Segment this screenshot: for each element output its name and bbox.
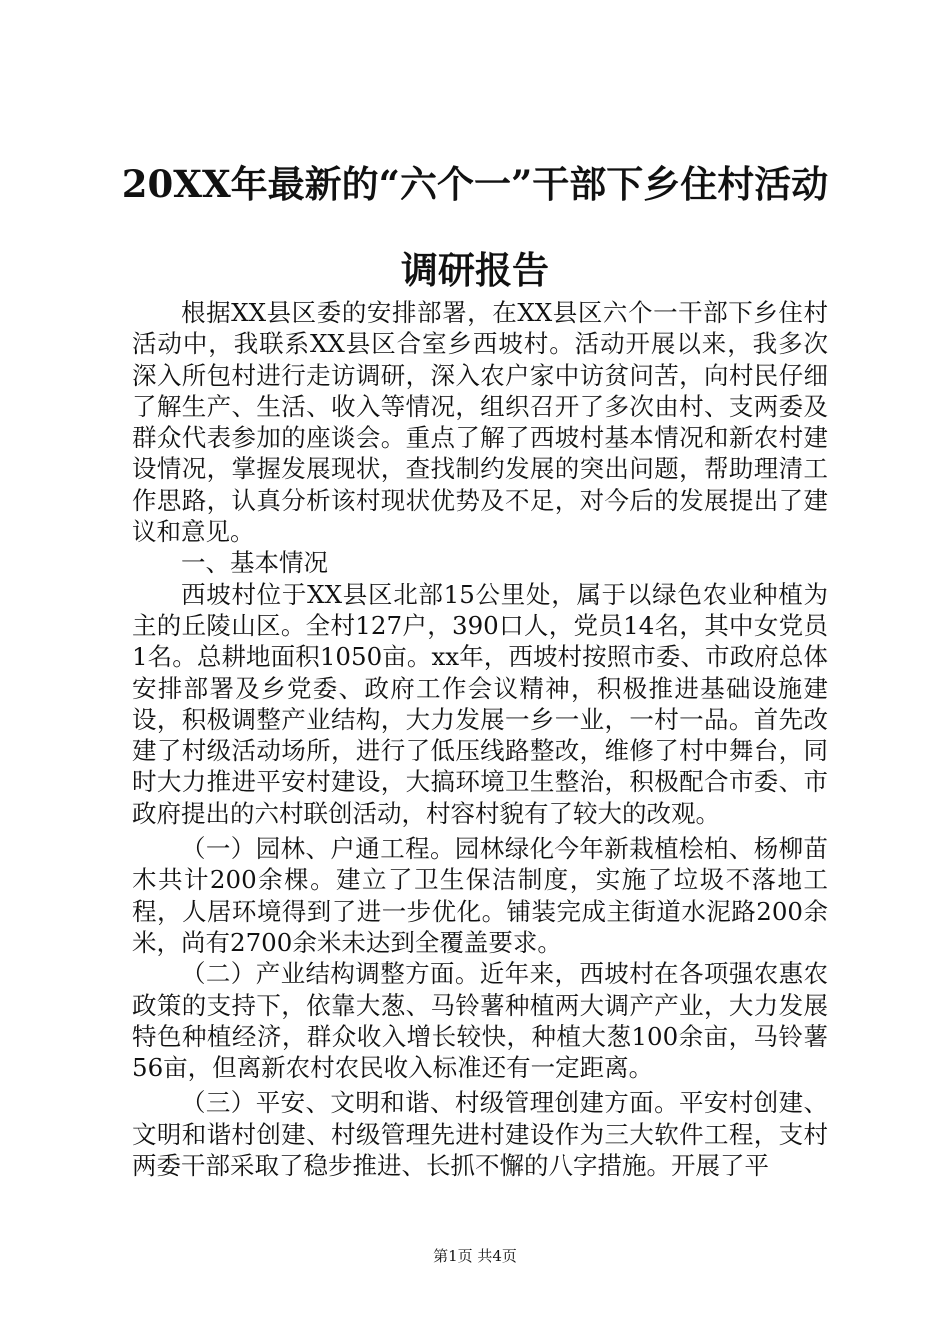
document-title-line-2: 调研报告	[401, 248, 549, 292]
paragraph-item-3: （三）平安、文明和谐、村级管理创建方面。平安村创建、文明和谐村创建、村级管理先进村建设作为三大软件工程，支村两委干部采取了稳步推进、长抓不懈的八字措施。开展了平	[132, 1088, 828, 1181]
document-body	[132, 297, 828, 1181]
paragraph-item-2: （二）产业结构调整方面。近年来，西坡村在各项强农惠农政策的支持下，依靠大葱、马铃薯种植两大调产产业，大力发展特色种植经济，群众收入增长较快，种植大葱100余亩，马铃薯56亩，但离新农村农民收入标准还有一定距离。	[132, 959, 828, 1083]
paragraph-intro: 根据XX县区委的安排部署，在XX县区六个一干部下乡住村活动中，我联系XX县区合室乡西坡村。活动开展以来，我多次深入所包村进行走访调研，深入农户家中访贫问苦，向村民仔细了解生产、生活、收入等情况，组织召开了多次由村、支两委及群众代表参加的座谈会。重点了解了西坡村基本情况和新农村建设情况，掌握发展现状，查找制约发展的突出问题，帮助理清工作思路，认真分析该村现状优势及不足，对今后的发展提出了建议和意见。	[132, 298, 828, 547]
document-title-line-1: 20XX年最新的“六个一”干部下乡住村活动	[121, 162, 829, 206]
paragraph-basic-situation: 西坡村位于XX县区北部15公里处，属于以绿色农业种植为主的丘陵山区。全村127户，390口人，党员14名，其中女党员1名。总耕地面积1050亩。xx年，西坡村按照市委、市政府总体安排部署及乡党委、政府工作会议精神，积极推进基础设施建设，积极调整产业结构，大力发展一乡一业，一村一品。首先改建了村级活动场所，进行了低压线路整改，维修了村中舞台，同时大力推进平安村建设，大搞环境卫生整治，积极配合市委、市政府提出的六村联创活动，村容村貌有了较大的改观。	[132, 579, 828, 828]
page-footer: 第1页 共4页	[433, 1247, 517, 1265]
paragraph-item-1: （一）园林、户通工程。园林绿化今年新栽植桧柏、杨柳苗木共计200余棵。建立了卫生保洁制度，实施了垃圾不落地工程，人居环境得到了进一步优化。铺装完成主街道水泥路200余米，尚有2700余米未达到全覆盖要求。	[132, 834, 828, 957]
section-heading-basic-situation: 一、基本情况	[181, 548, 328, 578]
